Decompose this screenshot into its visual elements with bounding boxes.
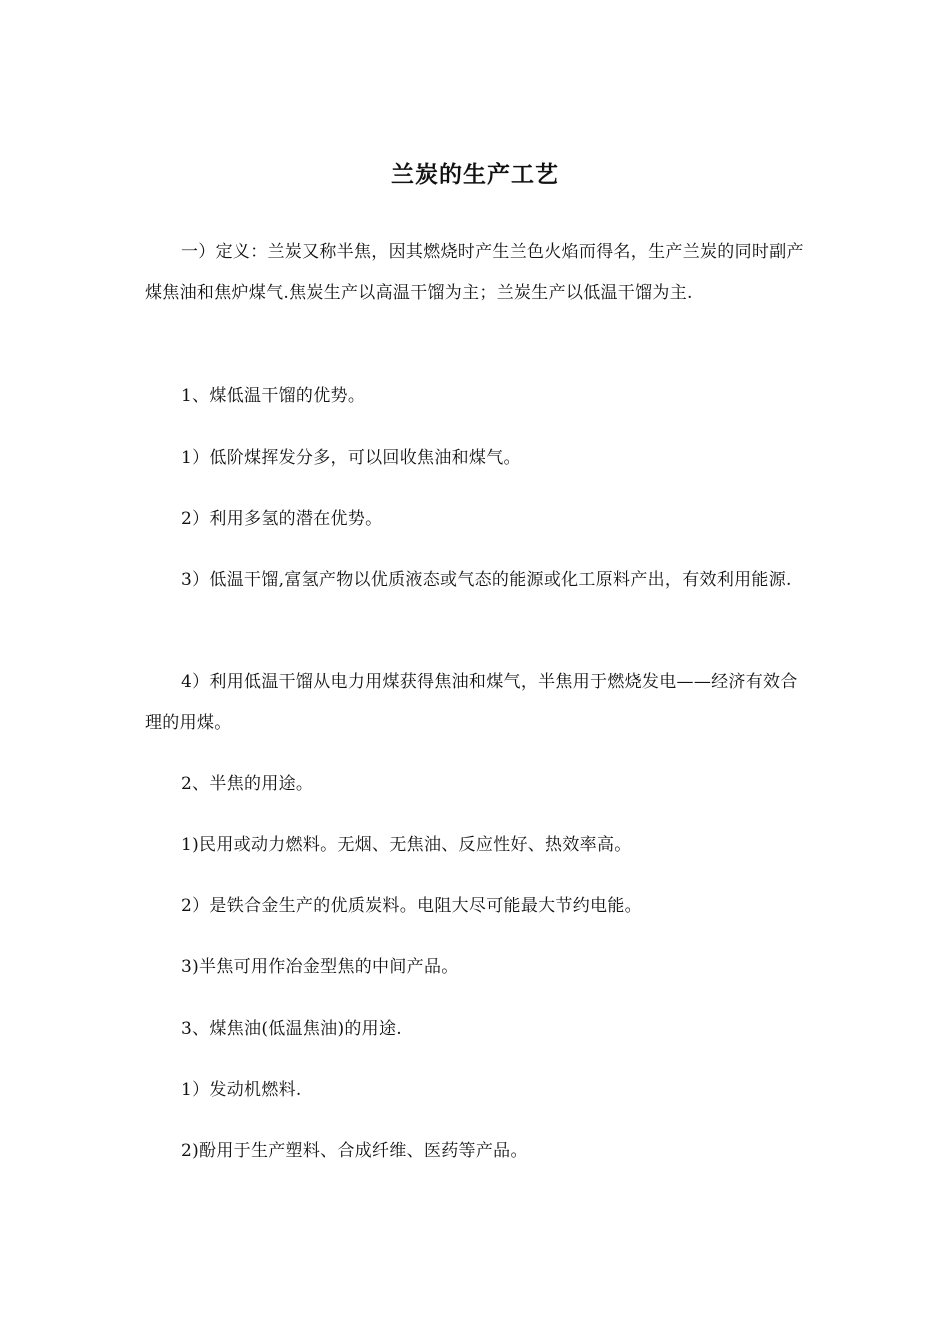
paragraph-section-3-heading: 3、煤焦油(低温焦油)的用途.: [181, 1019, 402, 1039]
paragraph-section-2-item-3: 3)半焦可用作冶金型焦的中间产品。: [181, 957, 459, 977]
document-title: 兰炭的生产工艺: [391, 161, 559, 188]
paragraph-definition: 一）定义：兰炭又称半焦，因其燃烧时产生兰色火焰而得名，生产兰炭的同时副产煤焦油和焦炉煤气.焦炭生产以高温干馏为主；兰炭生产以低温干馏为主.: [145, 242, 804, 303]
paragraph-section-1-heading: 1、煤低温干馏的优势。: [181, 386, 366, 406]
paragraph-section-2-item-2: 2）是铁合金生产的优质炭料。电阻大尽可能最大节约电能。: [181, 896, 642, 916]
paragraph-section-3-item-2: 2)酚用于生产塑料、合成纤维、医药等产品。: [181, 1141, 528, 1161]
paragraph-section-1-item-2: 2）利用多氢的潜在优势。: [181, 509, 383, 529]
paragraph-section-2-item-1: 1)民用或动力燃料。无烟、无焦油、反应性好、热效率高。: [181, 835, 632, 855]
paragraph-section-1-item-4: 4）利用低温干馏从电力用煤获得焦油和煤气，半焦用于燃烧发电——经济有效合理的用煤。: [145, 672, 798, 733]
paragraph-section-1-item-3: 3）低温干馏,富氢产物以优质液态或气态的能源或化工原料产出，有效利用能源.: [181, 570, 792, 590]
paragraph-section-2-heading: 2、半焦的用途。: [181, 774, 314, 794]
paragraph-section-3-item-1: 1）发动机燃料.: [181, 1080, 302, 1100]
paragraph-section-1-item-1: 1）低阶煤挥发分多，可以回收焦油和煤气。: [181, 448, 521, 468]
